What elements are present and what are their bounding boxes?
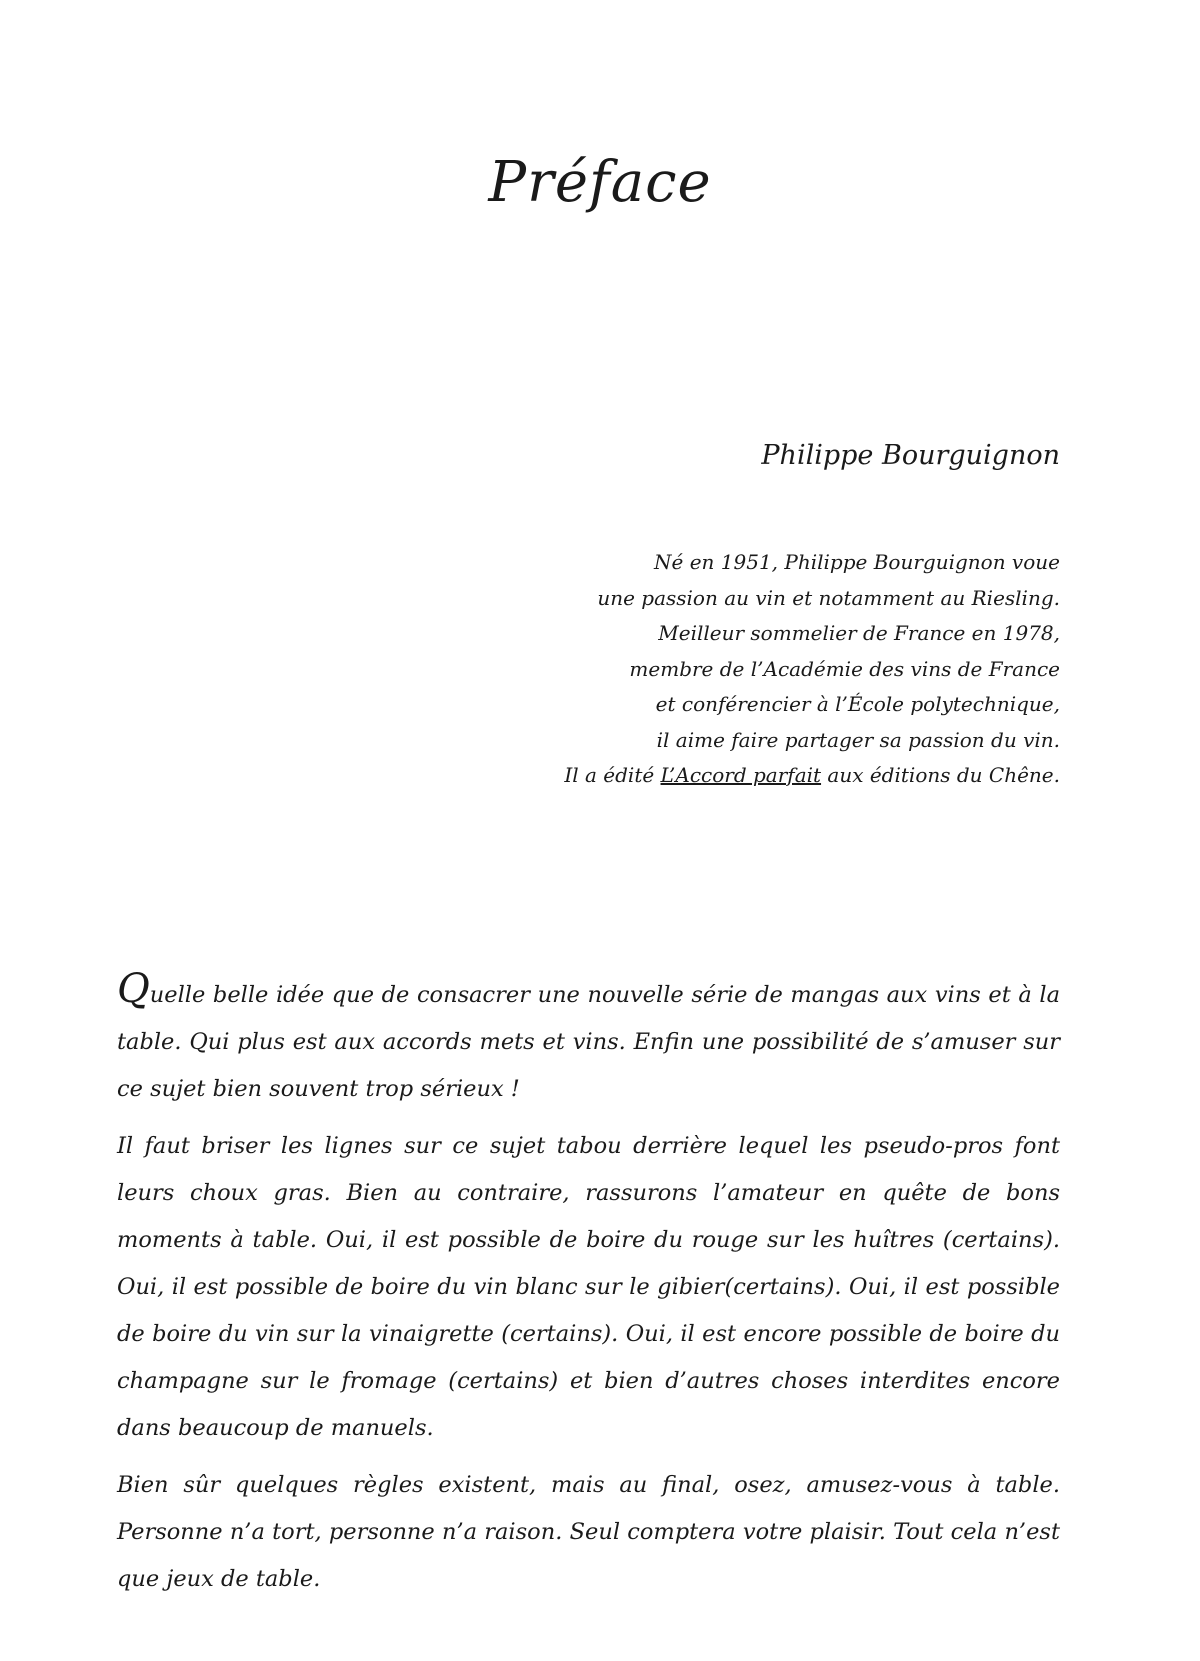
bio-line: Né en 1951, Philippe Bourguignon voue [654,550,1060,574]
drop-cap: Q [117,966,150,1012]
author-bio [500,545,1060,794]
bio-line: Meilleur sommelier de France en 1978, [658,621,1060,645]
preface-body [117,966,1060,1613]
paragraph-3: Bien sûr quelques règles existent, mais au final, osez, amusez-vous à table. Personne n’a tort, personne n’a raison. Seul comptera votre plaisir. Tout cela n’est que jeux de table. [117,1472,1060,1592]
bio-line-last [500,758,1060,794]
paragraph-2: Il faut briser les lignes sur ce sujet tabou derrière lequel les pseudo-pros font leurs choux gras. Bien au contraire, rassurons l’amateur en quête de bons moments à table. Oui, il est possible de boire du rouge sur les huîtres (certains). Oui, il est possible de boire du vin blanc sur le gibier(certains). Oui, il est possible de boire du vin sur la vinaigrette (certains). Oui, il est encore possible de boire du champagne sur le fromage (certains) et bien d’autres choses interdites encore dans beaucoup de manuels. [117,1133,1060,1441]
bio-line: une passion au vin et notamment au Riesling. [597,585,1060,610]
bio-last-suffix: aux éditions du Chêne. [821,763,1060,787]
bio-line: membre de l’Académie des vins de France [629,656,1060,681]
author-name: Philippe Bourguignon [761,440,1060,471]
bio-last-prefix: Il a édité [564,763,661,787]
paragraph-1-text: uelle belle idée que de consacrer une nouvelle série de mangas aux vins et à la table. Qui plus est aux accords mets et vins. Enfin une possibilité de s’amuser sur ce sujet bien souvent trop sérieux ! [117,982,1060,1102]
bio-line: et conférencier à l’École polytechnique, [655,692,1060,716]
bio-line: il aime faire partager sa passion du vin. [656,727,1060,752]
page-title: Préface [488,150,712,215]
paragraph-1 [117,966,1060,1113]
book-title: L’Accord parfait [660,763,822,787]
